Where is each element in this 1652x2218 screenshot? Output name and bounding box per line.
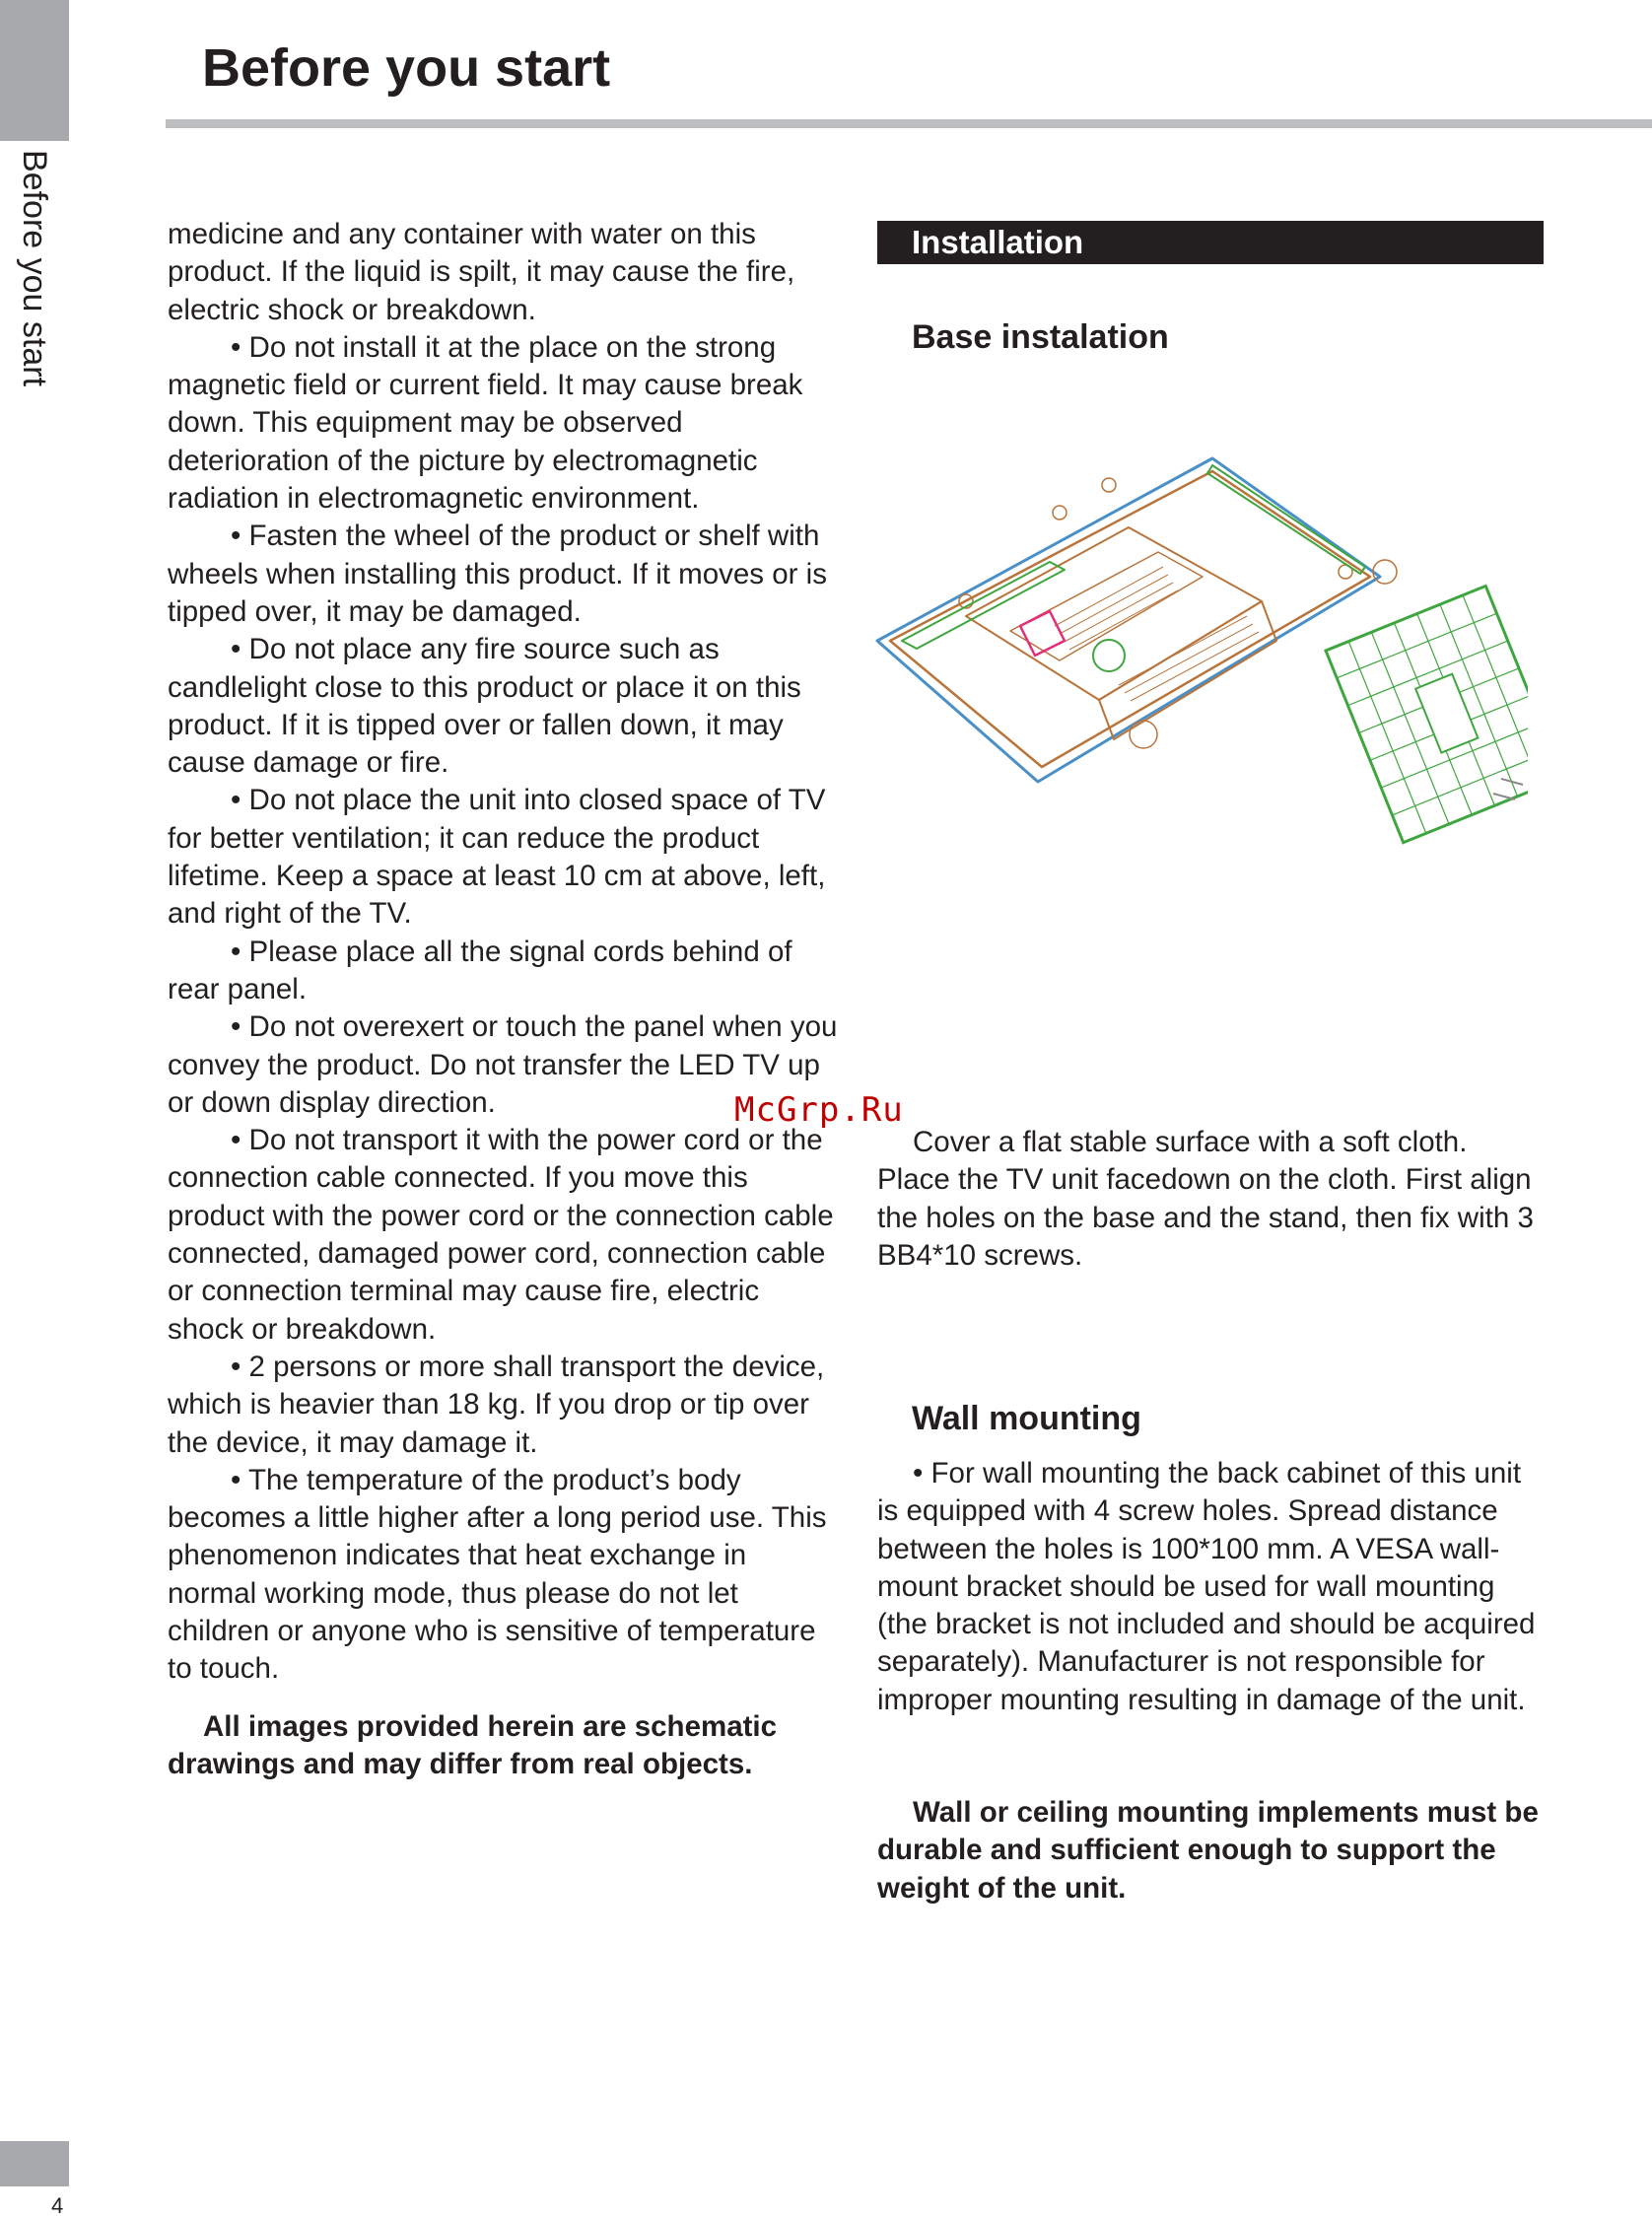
header-divider <box>166 119 1652 128</box>
stand-connector <box>1093 640 1125 671</box>
speaker-grille <box>1130 721 1157 748</box>
tv-stand-assembly-illustration <box>872 453 1528 897</box>
cable-clip <box>1020 611 1065 656</box>
page-number: 4 <box>51 2193 64 2218</box>
safety-bullet: • Do not overexert or touch the panel when you convey the product. Do not transfer the LED TV up or down display direction. <box>168 1010 838 1119</box>
safety-column <box>168 216 838 1783</box>
schematic-disclaimer: All images provided herein are schematic drawings and may differ from real objects. <box>168 1709 778 1780</box>
safety-bullet: • Do not place the unit into closed space of TV for better ventilation; it can reduce the product lifetime. Keep a space at least 10 cm at above, left, and right of the TV. <box>168 784 826 931</box>
wall-mounting-text: • For wall mounting the back cabinet of this unit is equipped with 4 screw holes. Spread distance between the holes is 100*100 mm. A VESA wall-mount bracket should be used for wall mounting (the bracket is not included and should be acquired separately). Manufacturer is not responsible for improper mounting resulting in damage of the unit. <box>877 1457 1536 1716</box>
base-installation-text: Cover a flat stable surface with a soft cloth. Place the TV unit facedown on the cloth. First align the holes on the base and the stand, then fix with 3 BB4*10 screws. <box>877 1126 1534 1272</box>
wall-mounting-warning: Wall or ceiling mounting implements must be durable and sufficient enough to support the weight of the unit. <box>877 1796 1539 1905</box>
installation-section-header <box>877 221 1544 264</box>
safety-bullet: • Do not transport it with the power cord or the connection cable connected. If you move this product with the power cord or the connection cable connected, damaged power cord, connection cable or connection terminal may cause fire, electric shock or breakdown. <box>168 1124 834 1346</box>
watermark: McGrp.Ru <box>734 1090 904 1130</box>
safety-bullet: • Please place all the signal cords behind of rear panel. <box>168 935 792 1005</box>
safety-bullet: • Do not place any fire source such as candlelight close to this product or place it on this product. If it is tipped over or fallen down, it may cause damage or fire. <box>168 633 801 780</box>
base-installation-heading: Base instalation <box>912 318 1169 356</box>
installation-section-title: Installation <box>912 224 1084 260</box>
safety-bullet: • 2 persons or more shall transport the device, which is heavier than 18 kg. If you drop or tip over the device, it may damage it. <box>168 1350 825 1459</box>
page-number-tab <box>0 2141 69 2186</box>
safety-bullet: • The temperature of the product’s body becomes a little higher after a long period use. This phenomenon indicates that heat exchange in normal working mode, thus please do not let children or anyone who is sensitive of temperature to touch. <box>168 1463 827 1686</box>
side-section-label: Before you start <box>16 150 53 387</box>
vent-slots <box>1055 567 1259 701</box>
screw-hole <box>1102 478 1116 492</box>
side-tab-marker <box>0 0 69 141</box>
safety-intro-paragraph: medicine and any container with water on this product. If the liquid is spilt, it may cause the fire, electric shock or breakdown. <box>168 218 795 326</box>
wall-mounting-heading: Wall mounting <box>912 1400 1141 1437</box>
safety-bullet: • Do not install it at the place on the strong magnetic field or current field. It may cause break down. This equipment may be observed deterioration of the picture by electromagnetic radiation in electromagnetic environment. <box>168 330 803 516</box>
page-title: Before you start <box>202 38 611 98</box>
screw-hole <box>1053 506 1067 520</box>
speaker-grille <box>1373 560 1397 584</box>
stand-base-plate <box>1326 586 1528 842</box>
safety-bullet: • Fasten the wheel of the product or shelf with wheels when installing this product. If it moves or is tipped over, it may be damaged. <box>168 520 827 628</box>
